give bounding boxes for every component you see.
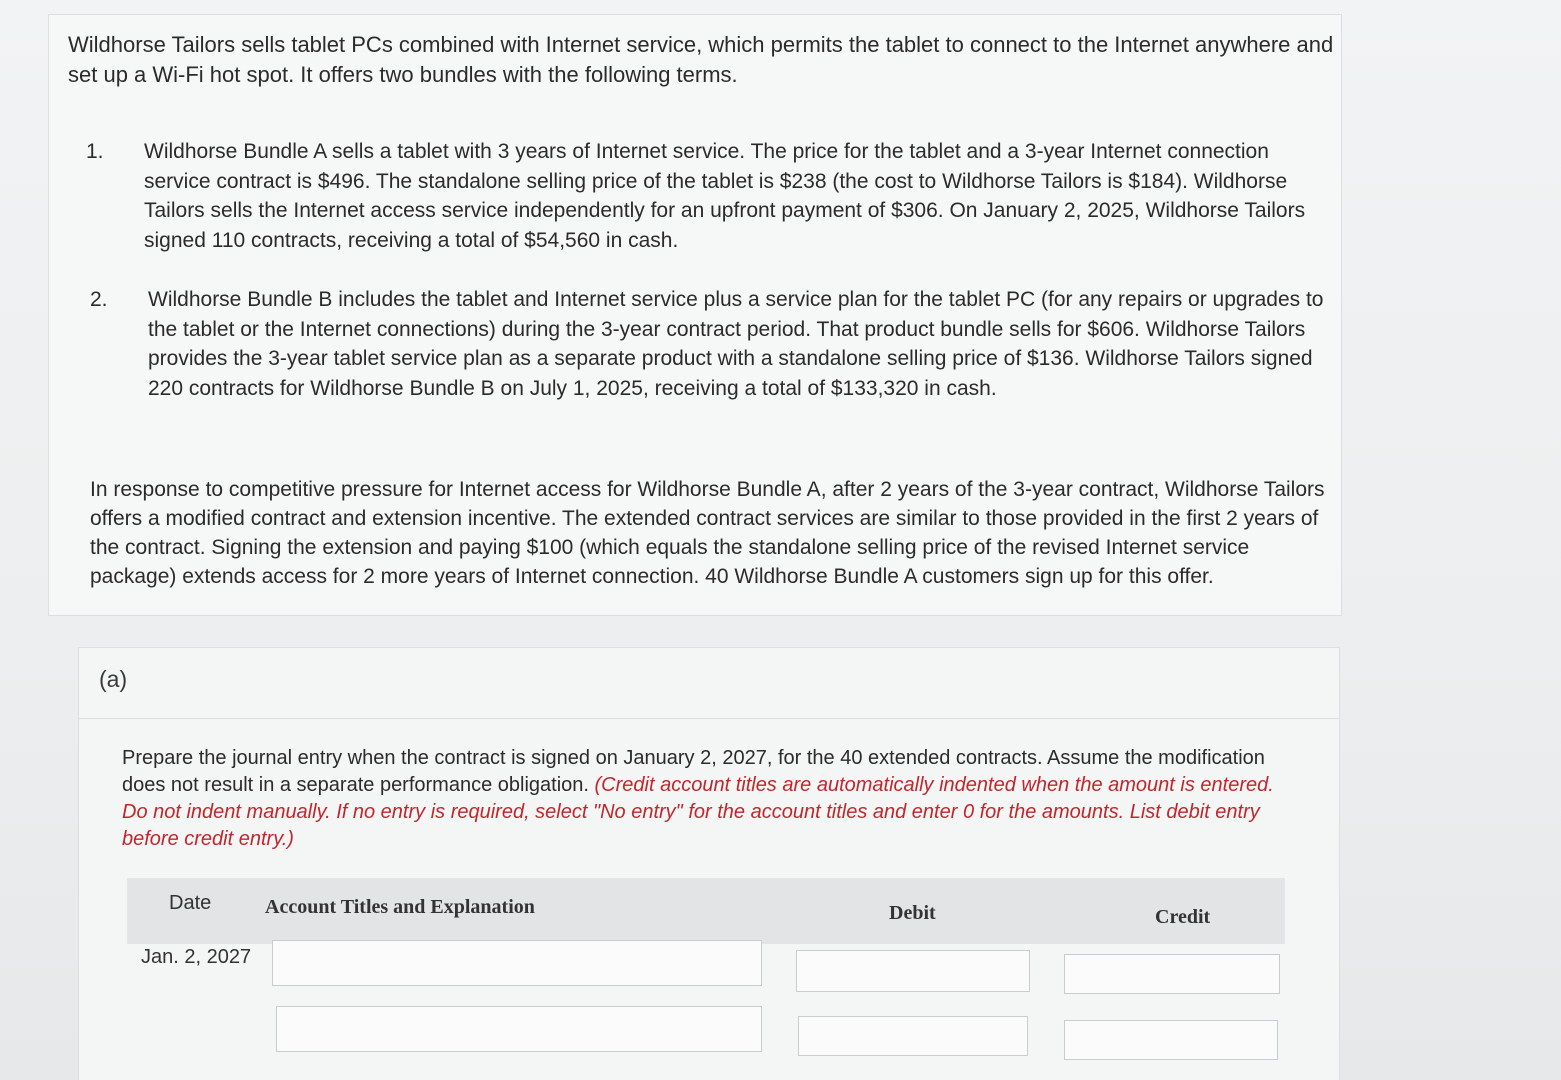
part-label: (a) [99,666,128,692]
problem-intro: Wildhorse Tailors sells tablet PCs combined with Internet service, which permits the tablet to connect to the Internet anywhere and set up a Wi-Fi hot spot. It offers two bundles with the following terms. [68,32,1334,87]
date-column-header: Date [169,892,212,914]
account-title-input-1[interactable] [272,940,762,986]
journal-table-header [127,878,1285,944]
entry-date: Jan. 2, 2027 [141,946,252,968]
bundle-b-text: Wildhorse Bundle B includes the tablet and Internet service plus a service plan for the tablet PC (for any repairs or upgrades to the tablet or the Internet connections) during the 3-year contract period. That product bundle sells for $606. Wildhorse Tailors provides the 3-year tablet service plan as a separate product with a standalone selling price of $136. Wildhorse Tailors signed 220 contracts for Wildhorse Bundle B on July 1, 2025, receiving a total of $133,320 in cash. [148,288,1324,400]
part-a-header [79,648,1339,719]
modification-paragraph: In response to competitive pressure for Internet access for Wildhorse Bundle A, after 2 years of the 3-year contract, Wildhorse Tailors offers a modified contract and extension incentive. The extended contract services are similar to those provided in the first 2 years of the contract. Signing the extension and paying $100 (which equals the standalone selling price of the revised Internet service package) extends access for 2 more years of Internet connection. 40 Wildhorse Bundle A customers sign up for this offer. [90,478,1325,588]
credit-input-1[interactable] [1064,954,1280,994]
debit-column-header: Debit [889,902,936,924]
bundle-a-text: Wildhorse Bundle A sells a tablet with 3 years of Internet service. The price for the tablet and a 3-year Internet connection service contract is $496. The standalone selling price of the tablet is $238 (the cost to Wildhorse Tailors is $184). Wildhorse Tailors sells the Internet access service independently for an upfront payment of $306. On January 2, 2025, Wildhorse Tailors signed 110 contracts, receiving a total of $54,560 in cash. [144,140,1306,252]
bundle-a-item [86,137,1336,257]
debit-input-2[interactable] [798,1016,1028,1056]
instruction-note: (Credit account titles are automatically indented when the amount is entered. Do not indent manually. If no entry is required, select "No entry" for the account titles and enter 0 for the amounts. List debit entry before credit entry.) [122,774,1274,850]
item-number: 2. [90,288,108,311]
account-title-input-2[interactable] [276,1006,762,1052]
debit-input-1[interactable] [796,950,1030,992]
instruction-text: Prepare the journal entry when the contract is signed on January 2, 2027, for the 40 extended contracts. Assume the modification does not result in a separate performance obligation. [122,747,1265,796]
credit-column-header: Credit [1155,906,1211,928]
account-column-header: Account Titles and Explanation [265,896,535,918]
bundle-b-item [90,285,1340,405]
item-number: 1. [86,140,104,163]
credit-input-2[interactable] [1064,1020,1278,1060]
part-a-instructions [122,745,1302,853]
